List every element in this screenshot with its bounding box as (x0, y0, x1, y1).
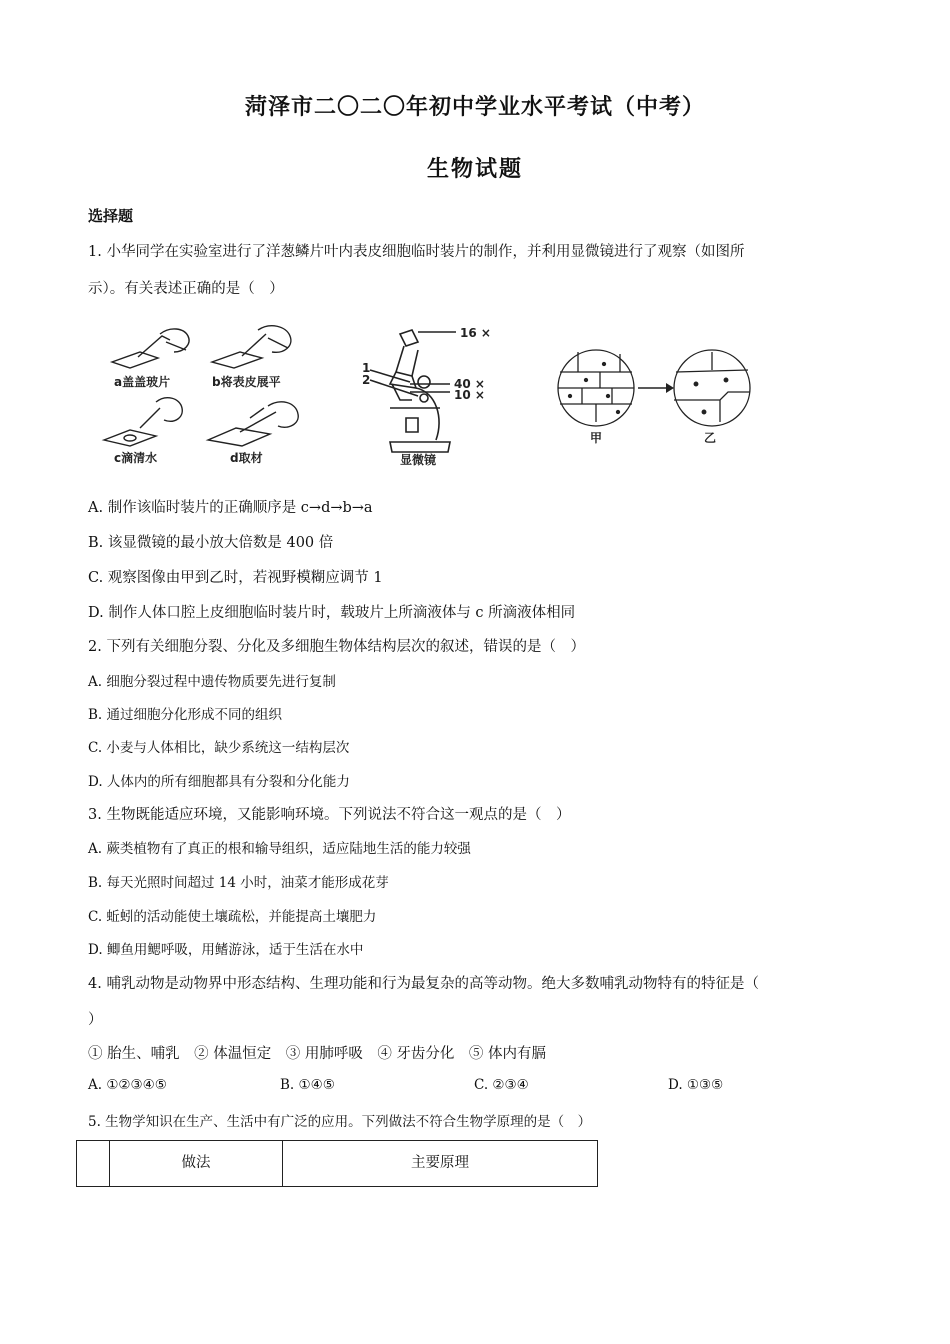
table-header-row (77, 1141, 598, 1187)
step-c-label: c滴清水 (114, 451, 158, 465)
view-yi-label: 乙 (704, 431, 717, 445)
objective-low-label: 10 × (454, 388, 485, 402)
step-a-label: a盖盖玻片 (114, 375, 171, 389)
exam-title: 菏泽市二〇二〇年初中学业水平考试（中考） (244, 95, 705, 120)
view-yi-illustration (674, 350, 750, 426)
step-d-label: d取材 (230, 451, 263, 465)
microscope-label: 显微镜 (400, 453, 437, 467)
q3-option-a: A. 蕨类植物有了真正的根和输导组织，适应陆地生活的能力较强 (88, 841, 471, 857)
q1-option-d: D. 制作人体口腔上皮细胞临时装片时，载玻片上所滴液体与 c 所滴液体相同 (88, 605, 576, 621)
q2-option-d: D. 人体内的所有细胞都具有分裂和分化能力 (88, 774, 350, 790)
q4-stem-line1: 4. 哺乳动物是动物界中形态结构、生理功能和行为最复杂的高等动物。绝大多数哺乳动物特有的特征是（ (88, 976, 759, 992)
table-header-practice: 做法 (110, 1141, 283, 1187)
objective-high-label: 40 × (454, 377, 485, 391)
q4-option-b: B. ①④⑤ (280, 1077, 335, 1093)
step-d-illustration (208, 402, 298, 446)
q3-option-c: C. 蚯蚓的活动能使土壤疏松，并能提高土壤肥力 (88, 909, 377, 925)
knob-2-label: 2 (362, 373, 371, 387)
q2-stem: 2. 下列有关细胞分裂、分化及多细胞生物体结构层次的叙述，错误的是（ ） (88, 639, 585, 655)
q4-option-c: C. ②③④ (474, 1077, 529, 1093)
q3-option-d: D. 鲫鱼用鳃呼吸，用鳍游泳，适于生活在水中 (88, 942, 364, 958)
step-c-illustration (104, 398, 182, 446)
microscope-illustration (370, 330, 456, 452)
step-b-label: b将表皮展平 (212, 375, 281, 389)
section-heading: 选择题 (88, 207, 134, 225)
table-header-index (77, 1141, 110, 1187)
q1-option-b: B. 该显微镜的最小放大倍数是 400 倍 (88, 535, 334, 551)
q3-option-b: B. 每天光照时间超过 14 小时，油菜才能形成花芽 (88, 875, 389, 891)
q1-option-a: A. 制作该临时装片的正确顺序是 c→d→b→a (88, 500, 373, 516)
step-a-illustration (112, 329, 189, 368)
q4-items: ① 胎生、哺乳 ② 体温恒定 ③ 用肺呼吸 ④ 牙齿分化 ⑤ 体内有膈 (88, 1046, 547, 1062)
q5-table (76, 1140, 598, 1187)
q2-option-b: B. 通过细胞分化形成不同的组织 (88, 707, 283, 723)
q1-figure (100, 322, 760, 472)
q4-option-a: A. ①②③④⑤ (88, 1077, 167, 1093)
view-jia-label: 甲 (590, 431, 603, 445)
table-header-principle: 主要原理 (283, 1141, 598, 1187)
arrow-icon (638, 383, 674, 393)
exam-subtitle: 生物试题 (426, 157, 523, 182)
q5-stem: 5. 生物学知识在生产、生活中有广泛的应用。下列做法不符合生物学原理的是（ ） (88, 1114, 592, 1130)
knob-1-label: 1 (362, 361, 371, 375)
q1-stem-line2: 示）。有关表述正确的是（ ） (88, 281, 284, 297)
q2-option-c: C. 小麦与人体相比，缺少系统这一结构层次 (88, 740, 350, 756)
q4-stem-line2: ） (88, 1012, 103, 1028)
view-jia-illustration (558, 350, 634, 426)
eyepiece-label: 16 × (460, 326, 491, 340)
q3-stem: 3. 生物既能适应环境，又能影响环境。下列说法不符合这一观点的是（ ） (88, 807, 571, 823)
q1-figure-drawing (100, 322, 760, 472)
q1-option-c: C. 观察图像由甲到乙时，若视野模糊应调节 1 (88, 570, 383, 586)
step-b-illustration (212, 326, 291, 368)
q4-option-d: D. ①③⑤ (668, 1077, 724, 1093)
q1-stem-line1: 1. 小华同学在实验室进行了洋葱鳞片叶内表皮细胞临时装片的制作，并利用显微镜进行了观察（如图所 (88, 244, 745, 260)
q2-option-a: A. 细胞分裂过程中遗传物质要先进行复制 (88, 674, 336, 690)
